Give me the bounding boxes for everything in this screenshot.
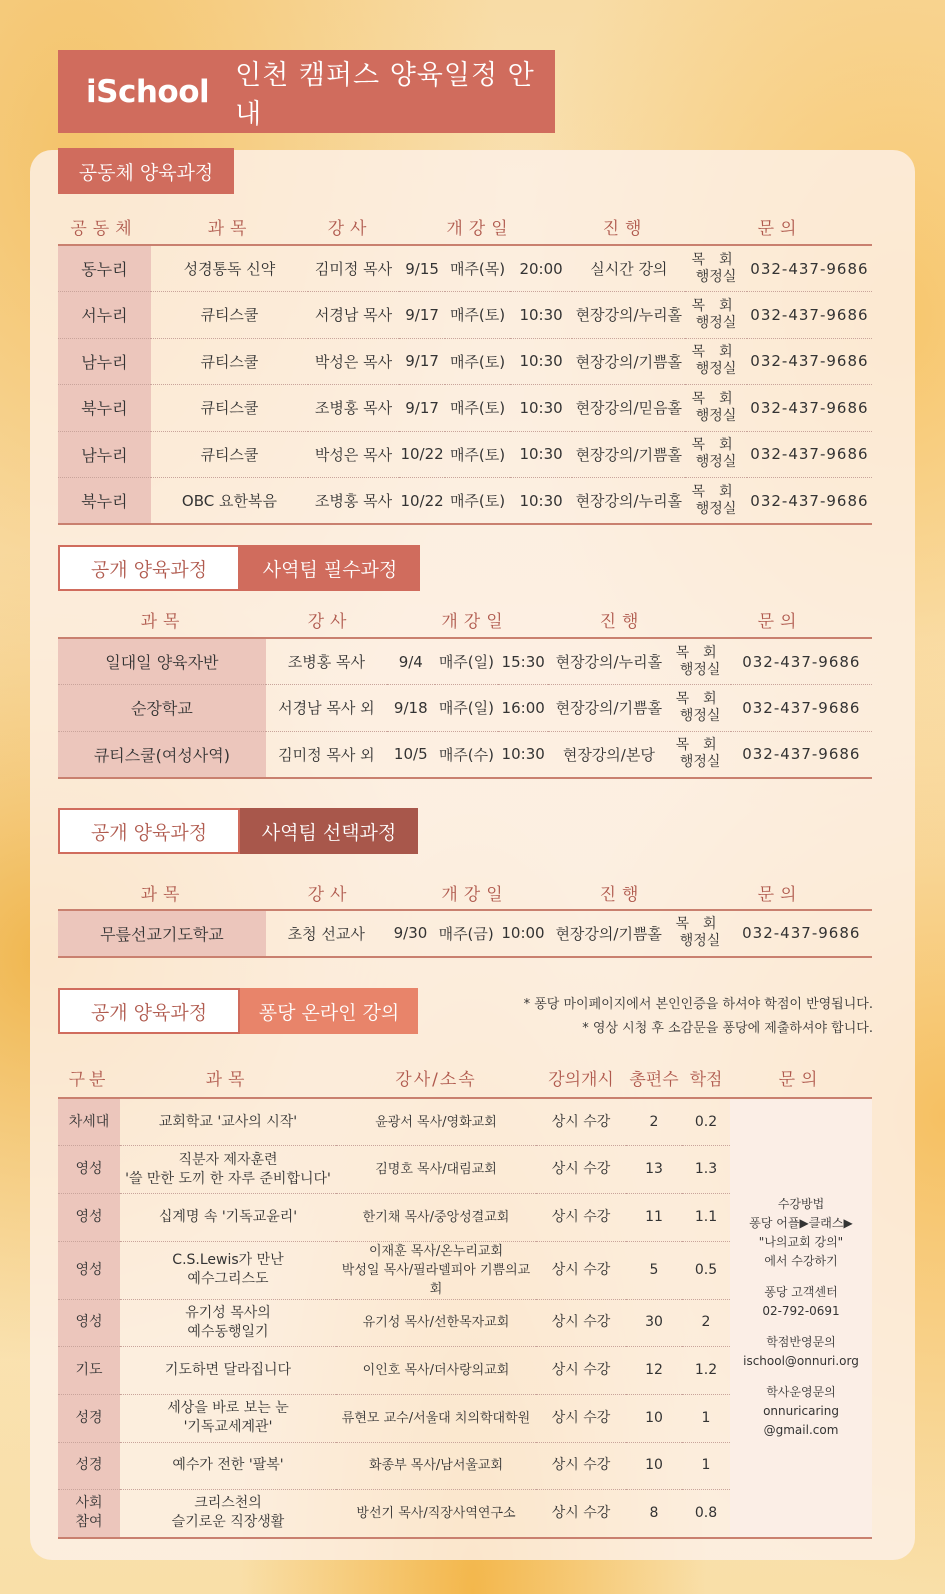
- category-line: 사회: [75, 1495, 103, 1512]
- course-line: 예수가 전한 '팔복': [172, 1457, 284, 1474]
- group-cell: 동누리: [58, 245, 151, 292]
- info-line: 학사운영문의: [766, 1385, 836, 1400]
- info-line: 02-792-0691: [762, 1304, 840, 1319]
- office-bottom: 행정실: [679, 661, 721, 678]
- info-block: [730, 1283, 872, 1321]
- teacher-line: 김명호 목사/대림교회: [375, 1162, 497, 1178]
- episodes-cell: 10: [626, 1442, 682, 1490]
- teacher-cell: 박성은 목사: [308, 338, 399, 385]
- group-cell: 서누리: [58, 292, 151, 339]
- office-top: 목회: [691, 344, 747, 361]
- course-line: '쓸 만한 도끼 한 자루 준비합니다': [125, 1170, 331, 1187]
- teacher-cell: [336, 1241, 536, 1299]
- time-cell: 15:30: [498, 638, 548, 685]
- header-episodes: 총편수: [629, 1070, 679, 1090]
- header-contact: 문의: [757, 885, 803, 905]
- teacher-line: 류현모 교수/서울대 치의학대학원: [341, 1410, 531, 1426]
- course-cell: [120, 1193, 336, 1241]
- office-top: 목회: [675, 737, 731, 753]
- date-cell: 10/5: [387, 731, 435, 778]
- community-table: [58, 244, 872, 525]
- start-cell: 상시 수강: [536, 1299, 626, 1347]
- office-cell: [685, 478, 747, 525]
- credit-cell: 1: [682, 1394, 730, 1442]
- category-cell: [58, 1490, 120, 1538]
- episodes-cell: 2: [626, 1098, 682, 1146]
- mode-cell: 현장강의/기쁨홀: [572, 338, 685, 385]
- course-line: 세상을 바로 보는 눈: [167, 1400, 289, 1417]
- date-cell: 10/22: [399, 431, 445, 478]
- course-cell: [120, 1146, 336, 1194]
- table-row: [58, 338, 872, 385]
- episodes-cell: 10: [626, 1394, 682, 1442]
- teacher-cell: 초청 선교사: [266, 910, 387, 957]
- office-label: [686, 298, 747, 332]
- course-cell: 큐티스쿨(여성사역): [58, 731, 266, 778]
- table-row: [58, 431, 872, 478]
- course-line: C.S.Lewis가 만난: [172, 1252, 284, 1269]
- table-row: [58, 731, 872, 778]
- office-bottom: 행정실: [695, 500, 737, 517]
- essay-note: * 영상 시청 후 소감문을 퐁당에 제출하셔야 합니다.: [582, 1021, 873, 1036]
- group-cell: 남누리: [58, 431, 151, 478]
- teacher-cell: [336, 1193, 536, 1241]
- info-line: 학점반영문의: [766, 1335, 836, 1350]
- office-label: [670, 645, 731, 679]
- office-bottom: 행정실: [695, 268, 737, 285]
- office-cell: [685, 245, 747, 292]
- phone-cell: 032-437-9686: [747, 478, 872, 525]
- episodes-cell: 13: [626, 1146, 682, 1194]
- office-label: [686, 391, 747, 425]
- category-cell: 성경: [58, 1394, 120, 1442]
- teacher-cell: [336, 1490, 536, 1538]
- teacher-line: 이재훈 목사/온누리교회: [368, 1243, 504, 1259]
- elective-table: [58, 909, 872, 958]
- start-cell: 상시 수강: [536, 1241, 626, 1299]
- course-line: 예수동행일기: [187, 1323, 269, 1340]
- phone-cell: 032-437-9686: [747, 385, 872, 432]
- credit-cell: 0.2: [682, 1098, 730, 1146]
- header-start: 강의개시: [548, 1070, 614, 1090]
- office-cell: [670, 731, 731, 778]
- course-line: 유기성 목사의: [185, 1304, 271, 1321]
- tab-online-lecture: 퐁당 온라인 강의: [240, 988, 418, 1034]
- time-cell: 10:30: [510, 431, 573, 478]
- tab-elective-course: 사역팀 선택과정: [240, 808, 418, 854]
- day-cell: 매주(토): [445, 292, 510, 339]
- office-bottom: 행정실: [695, 361, 737, 378]
- office-cell: [669, 910, 730, 957]
- start-cell: 상시 수강: [536, 1394, 626, 1442]
- mode-cell: 현장강의/기쁨홀: [548, 910, 670, 957]
- course-cell: 큐티스쿨: [151, 292, 308, 339]
- table-row: [58, 685, 872, 732]
- course-line: 기도하면 달라집니다: [164, 1362, 292, 1379]
- header-start-date: 개강일: [441, 612, 509, 632]
- group-cell: 북누리: [58, 385, 151, 432]
- group-cell: 북누리: [58, 478, 151, 525]
- teacher-cell: 서경남 목사 외: [266, 685, 387, 732]
- time-cell: 20:00: [510, 245, 573, 292]
- course-line: 슬기로운 직장생활: [171, 1514, 285, 1531]
- header-start-date: 개강일: [441, 885, 509, 905]
- day-cell: 매주(금): [434, 910, 498, 957]
- page-title: 인천 캠퍼스 양육일정 안내: [235, 59, 535, 130]
- phone-cell: 032-437-9686: [731, 731, 872, 778]
- day-cell: 매주(토): [445, 431, 510, 478]
- office-cell: [670, 685, 731, 732]
- mode-cell: 현장강의/믿음홀: [572, 385, 685, 432]
- time-cell: 10:30: [510, 338, 573, 385]
- phone-cell: 032-437-9686: [731, 638, 872, 685]
- category-cell: 영성: [58, 1241, 120, 1299]
- start-cell: 상시 수강: [536, 1347, 626, 1395]
- info-block: [730, 1195, 872, 1271]
- mode-cell: 현장강의/기쁨홀: [572, 431, 685, 478]
- credit-cell: 1.3: [682, 1146, 730, 1194]
- time-cell: 10:30: [510, 385, 573, 432]
- teacher-cell: 서경남 목사: [308, 292, 399, 339]
- date-cell: 9/18: [387, 685, 435, 732]
- office-cell: [685, 338, 747, 385]
- teacher-cell: 김미정 목사: [308, 245, 399, 292]
- office-bottom: 행정실: [679, 933, 721, 950]
- category-cell: 영성: [58, 1146, 120, 1194]
- course-cell: [120, 1442, 336, 1490]
- start-cell: 상시 수강: [536, 1146, 626, 1194]
- day-cell: 매주(일): [435, 638, 499, 685]
- phone-cell: 032-437-9686: [747, 245, 872, 292]
- office-cell: [685, 431, 747, 478]
- info-line: ischool@onnuri.org: [743, 1354, 859, 1369]
- teacher-line: 박성일 목사/필라델피아 기쁨의교회: [341, 1262, 531, 1297]
- course-cell: 일대일 양육자반: [58, 638, 266, 685]
- teacher-line: 화종부 목사/남서울교회: [368, 1458, 504, 1474]
- office-label: [670, 737, 731, 771]
- teacher-cell: 조병홍 목사: [266, 638, 387, 685]
- office-cell: [670, 638, 731, 685]
- credit-cell: 2: [682, 1299, 730, 1347]
- course-cell: 큐티스쿨: [151, 338, 308, 385]
- start-cell: 상시 수강: [536, 1442, 626, 1490]
- office-label: [686, 252, 747, 286]
- phone-cell: 032-437-9686: [747, 338, 872, 385]
- table-row: [58, 1098, 872, 1146]
- day-cell: 매주(목): [445, 245, 510, 292]
- phone-cell: 032-437-9686: [731, 685, 872, 732]
- date-cell: 9/17: [399, 385, 445, 432]
- category-line: 참여: [75, 1514, 103, 1531]
- table-row: [58, 292, 872, 339]
- header-contact: 문의: [757, 612, 803, 632]
- header-progress: 진행: [602, 219, 648, 239]
- teacher-line: 방선기 목사/직장사역연구소: [356, 1505, 516, 1521]
- category-cell: 영성: [58, 1299, 120, 1347]
- mode-cell: 실시간 강의: [572, 245, 685, 292]
- day-cell: 매주(토): [445, 338, 510, 385]
- course-cell: 성경통독 신약: [151, 245, 308, 292]
- tab-community-course: 공동체 양육과정: [58, 148, 234, 194]
- header-progress: 진행: [599, 885, 645, 905]
- office-bottom: 행정실: [695, 407, 737, 424]
- info-line: "나의교회 강의": [758, 1235, 844, 1250]
- office-cell: [685, 385, 747, 432]
- header-contact: 문의: [757, 219, 803, 239]
- date-cell: 9/30: [387, 910, 435, 957]
- category-cell: 영성: [58, 1193, 120, 1241]
- info-line: 수강방법: [777, 1197, 825, 1212]
- credit-cell: 0.5: [682, 1241, 730, 1299]
- info-line: @gmail.com: [763, 1423, 839, 1438]
- day-cell: 매주(수): [435, 731, 499, 778]
- office-bottom: 행정실: [679, 754, 721, 770]
- start-cell: 상시 수강: [536, 1098, 626, 1146]
- mode-cell: 현장강의/본당: [548, 731, 670, 778]
- office-bottom: 행정실: [679, 707, 721, 724]
- header-course: 과목: [140, 885, 186, 905]
- phone-cell: 032-437-9686: [747, 431, 872, 478]
- phone-cell: 032-437-9686: [747, 292, 872, 339]
- course-cell: [120, 1098, 336, 1146]
- credit-cell: 1: [682, 1442, 730, 1490]
- info-line: onnuricaring: [763, 1404, 839, 1419]
- office-top: 목회: [691, 390, 747, 407]
- office-top: 목회: [675, 916, 731, 933]
- ischool-logo: iSchool: [86, 73, 210, 110]
- teacher-line: 한기채 목사/중앙성결교회: [362, 1209, 510, 1225]
- course-line: '기독교세계관': [183, 1419, 273, 1436]
- teacher-cell: 박성은 목사: [308, 431, 399, 478]
- teacher-cell: [336, 1442, 536, 1490]
- teacher-cell: 조병홍 목사: [308, 385, 399, 432]
- course-cell: 큐티스쿨: [151, 431, 308, 478]
- header-category: 구분: [68, 1070, 110, 1090]
- office-cell: [685, 292, 747, 339]
- date-cell: 9/15: [399, 245, 445, 292]
- teacher-cell: [336, 1347, 536, 1395]
- header-teacher: 강사: [307, 885, 353, 905]
- credit-cell: 0.8: [682, 1490, 730, 1538]
- header-course: 과목: [205, 1070, 251, 1090]
- office-top: 목회: [675, 644, 731, 661]
- teacher-line: 유기성 목사/선한목자교회: [362, 1315, 510, 1331]
- online-table: [58, 1097, 872, 1539]
- course-line: 예수그리스도: [187, 1271, 269, 1288]
- office-bottom: 행정실: [695, 314, 737, 331]
- contact-info: [730, 1098, 872, 1538]
- office-label: [670, 691, 731, 725]
- required-table: [58, 637, 872, 779]
- info-line: 퐁당 고객센터: [764, 1285, 838, 1300]
- course-cell: 무릎선교기도학교: [58, 910, 266, 957]
- info-line: 퐁당 어플▶클래스▶: [749, 1216, 853, 1231]
- office-top: 목회: [691, 297, 747, 314]
- group-cell: 남누리: [58, 338, 151, 385]
- teacher-line: 이인호 목사/더사랑의교회: [362, 1363, 510, 1379]
- info-block: [730, 1383, 872, 1440]
- course-cell: [120, 1347, 336, 1395]
- teacher-line: 윤광서 목사/영화교회: [375, 1114, 497, 1130]
- table-row: [58, 478, 872, 525]
- day-cell: 매주(토): [445, 385, 510, 432]
- start-cell: 상시 수강: [536, 1490, 626, 1538]
- course-cell: [120, 1241, 336, 1299]
- course-line: 십계명 속 '기독교윤리': [158, 1208, 298, 1225]
- category-cell: 차세대: [58, 1098, 120, 1146]
- header-teacher: 강사: [307, 612, 353, 632]
- teacher-cell: [336, 1098, 536, 1146]
- office-top: 목회: [675, 690, 731, 707]
- header-start-date: 개강일: [446, 219, 514, 239]
- office-label: [669, 916, 730, 950]
- mode-cell: 현장강의/기쁨홀: [548, 685, 670, 732]
- course-line: 직분자 제자훈련: [178, 1151, 278, 1168]
- header-teacher-affiliation: 강사/소속: [395, 1070, 477, 1090]
- category-cell: 기도: [58, 1347, 120, 1395]
- credit-cell: 1.1: [682, 1193, 730, 1241]
- teacher-cell: 조병홍 목사: [308, 478, 399, 525]
- date-cell: 9/4: [387, 638, 435, 685]
- header-course: 과목: [140, 612, 186, 632]
- category-cell: 성경: [58, 1442, 120, 1490]
- mode-cell: 현장강의/누리홀: [572, 478, 685, 525]
- header-community: 공동체: [70, 219, 138, 239]
- day-cell: 매주(토): [445, 478, 510, 525]
- title-bar: [58, 50, 555, 133]
- header-contact: 문의: [778, 1070, 824, 1090]
- date-cell: 10/22: [399, 478, 445, 525]
- episodes-cell: 12: [626, 1347, 682, 1395]
- office-label: [686, 437, 747, 471]
- teacher-cell: [336, 1146, 536, 1194]
- tab-public-course: 공개 양육과정: [58, 808, 240, 854]
- course-cell: [120, 1299, 336, 1347]
- office-label: [686, 344, 747, 378]
- table-row: [58, 638, 872, 685]
- course-cell: 큐티스쿨: [151, 385, 308, 432]
- table-row: [58, 245, 872, 292]
- mode-cell: 현장강의/누리홀: [548, 638, 670, 685]
- office-top: 목회: [691, 483, 747, 500]
- day-cell: 매주(일): [435, 685, 499, 732]
- tab-required-course: 사역팀 필수과정: [240, 545, 420, 591]
- episodes-cell: 5: [626, 1241, 682, 1299]
- office-top: 목회: [691, 437, 747, 454]
- episodes-cell: 8: [626, 1490, 682, 1538]
- header-progress: 진행: [599, 612, 645, 632]
- header-credit: 학점: [689, 1070, 723, 1090]
- teacher-cell: [336, 1299, 536, 1347]
- teacher-cell: 김미정 목사 외: [266, 731, 387, 778]
- course-line: 크리스천의: [194, 1495, 262, 1512]
- date-cell: 9/17: [399, 338, 445, 385]
- episodes-cell: 11: [626, 1193, 682, 1241]
- info-block: [730, 1333, 872, 1371]
- credit-note: * 퐁당 마이페이지에서 본인인증을 하셔야 학점이 반영됩니다.: [523, 997, 873, 1012]
- episodes-cell: 30: [626, 1299, 682, 1347]
- info-line: 에서 수강하기: [764, 1254, 838, 1269]
- course-cell: 순장학교: [58, 685, 266, 732]
- mode-cell: 현장강의/누리홀: [572, 292, 685, 339]
- table-row: [58, 910, 872, 957]
- course-cell: OBC 요한복음: [151, 478, 308, 525]
- date-cell: 9/17: [399, 292, 445, 339]
- teacher-cell: [336, 1394, 536, 1442]
- time-cell: 10:00: [498, 910, 548, 957]
- course-line: 교회학교 '교사의 시작': [158, 1113, 298, 1130]
- office-top: 목회: [691, 251, 747, 268]
- time-cell: 10:30: [510, 478, 573, 525]
- course-cell: [120, 1394, 336, 1442]
- time-cell: 10:30: [498, 731, 548, 778]
- header-teacher: 강사: [327, 219, 373, 239]
- phone-cell: 032-437-9686: [731, 910, 872, 957]
- tab-public-course: 공개 양육과정: [58, 988, 240, 1034]
- office-bottom: 행정실: [695, 454, 737, 471]
- header-course: 과목: [207, 219, 253, 239]
- office-label: [686, 484, 747, 518]
- course-cell: [120, 1490, 336, 1538]
- time-cell: 10:30: [510, 292, 573, 339]
- time-cell: 16:00: [498, 685, 548, 732]
- start-cell: 상시 수강: [536, 1193, 626, 1241]
- table-row: [58, 385, 872, 432]
- tab-public-course: 공개 양육과정: [58, 545, 240, 591]
- credit-cell: 1.2: [682, 1347, 730, 1395]
